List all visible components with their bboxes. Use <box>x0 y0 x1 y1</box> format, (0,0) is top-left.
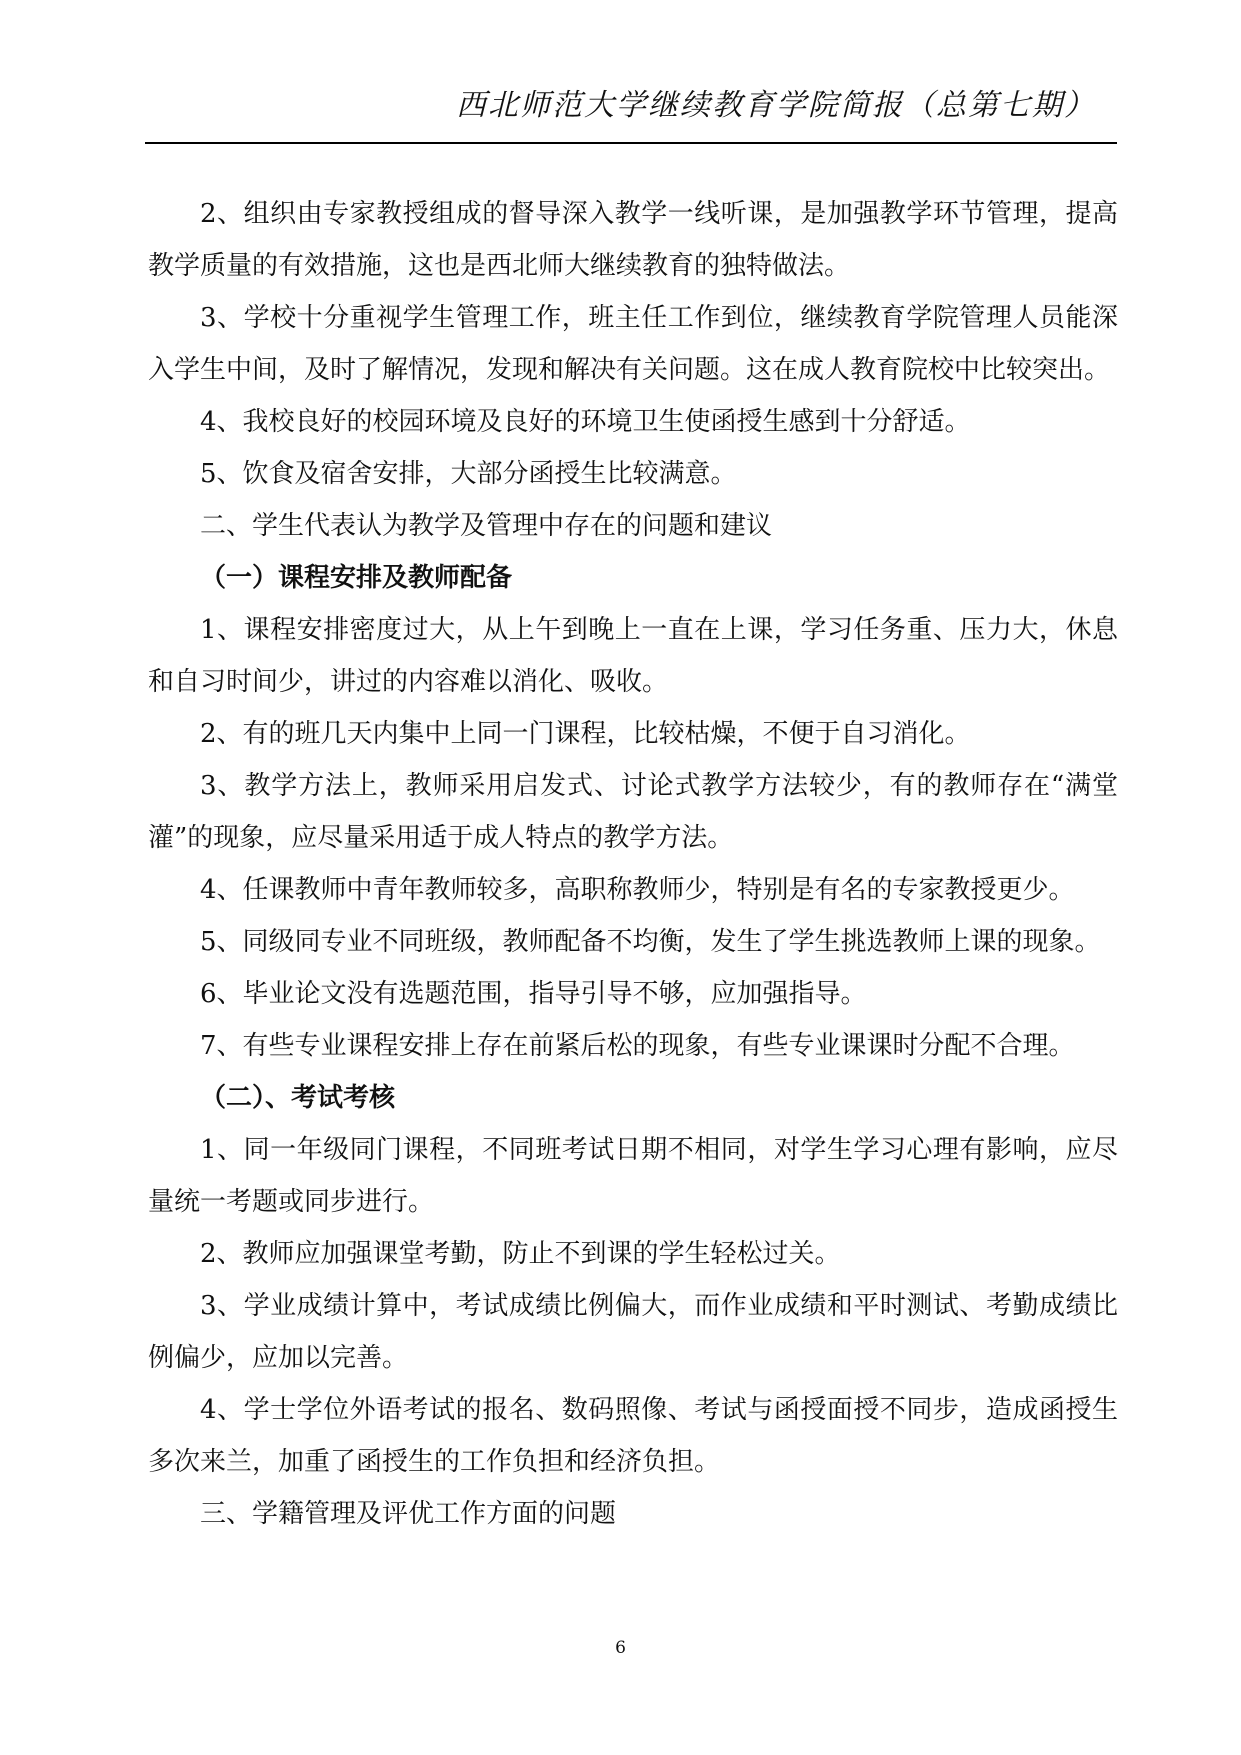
paragraph-teaching-methods: 3、教学方法上，教师采用启发式、讨论式教学方法较少，有的教师存在“满堂灌”的现象，应尽量采用适于成人特点的教学方法。 <box>148 771 1118 853</box>
paragraph-campus-environment: 4、我校良好的校园环境及良好的环境卫生使函授生感到十分舒适。 <box>200 407 971 437</box>
paragraph-course-density: 1、课程安排密度过大，从上午到晚上一直在上课，学习任务重、压力大，休息和自习时间少，讲过的内容难以消化、吸收。 <box>148 615 1118 697</box>
paragraph-teacher-allocation: 5、同级同专业不同班级，教师配备不均衡，发生了学生挑选教师上课的现象。 <box>200 927 1101 957</box>
header-divider <box>145 142 1117 144</box>
paragraph-grade-calculation: 3、学业成绩计算中，考试成绩比例偏大，而作业成绩和平时测试、考勤成绩比例偏少，应加以完善。 <box>148 1291 1118 1373</box>
document-body <box>148 188 1118 1540</box>
paragraph-food-dormitory: 5、饮食及宿舍安排，大部分函授生比较满意。 <box>200 459 737 489</box>
section-heading-problems: 二、学生代表认为教学及管理中存在的问题和建议 <box>200 511 773 541</box>
paragraph-student-management: 3、学校十分重视学生管理工作，班主任工作到位，继续教育学院管理人员能深入学生中间，及时了解情况，发现和解决有关问题。这在成人教育院校中比较突出。 <box>148 303 1118 385</box>
paragraph-exam-dates: 1、同一年级同门课程，不同班考试日期不相同，对学生学习心理有影响，应尽量统一考题或同步进行。 <box>148 1135 1118 1217</box>
section-heading-student-records: 三、学籍管理及评优工作方面的问题 <box>200 1499 617 1529</box>
subsection-heading-exams: （二）、考试考核 <box>200 1083 396 1113</box>
paragraph-attendance: 2、教师应加强课堂考勤，防止不到课的学生轻松过关。 <box>200 1239 841 1269</box>
paragraph-concentrated-courses: 2、有的班几天内集中上同一门课程，比较枯燥，不便于自习消化。 <box>200 719 971 749</box>
paragraph-supervision: 2、组织由专家教授组成的督导深入教学一线听课，是加强教学环节管理，提高教学质量的有效措施，这也是西北师大继续教育的独特做法。 <box>148 199 1118 281</box>
paragraph-thesis-guidance: 6、毕业论文没有选题范围，指导引导不够，应加强指导。 <box>200 979 867 1009</box>
newsletter-title: 西北师范大学继续教育学院简报（总第七期） <box>456 88 1096 123</box>
paragraph-degree-exam: 4、学士学位外语考试的报名、数码照像、考试与函授面授不同步，造成函授生多次来兰，加重了函授生的工作负担和经济负担。 <box>148 1395 1118 1477</box>
subsection-heading-courses: （一）课程安排及教师配备 <box>200 563 513 593</box>
paragraph-course-schedule: 7、有些专业课程安排上存在前紧后松的现象，有些专业课课时分配不合理。 <box>200 1031 1075 1061</box>
page-number: 6 <box>615 1638 626 1658</box>
paragraph-young-teachers: 4、任课教师中青年教师较多，高职称教师少，特别是有名的专家教授更少。 <box>200 875 1075 905</box>
